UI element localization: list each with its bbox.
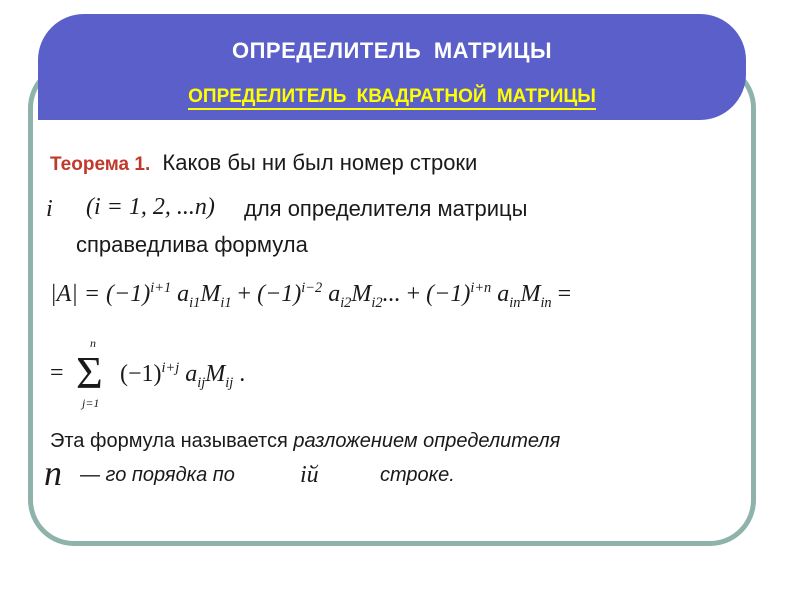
footer-italic: разложением определителя xyxy=(293,430,561,452)
sum-body-sign: (−1) xyxy=(120,361,162,387)
theorem-text-3: справедлива формула xyxy=(76,232,308,257)
theorem-text-2: для определителя матрицы xyxy=(244,196,528,221)
theorem-var-i: i xyxy=(46,196,53,222)
theorem-line-1 xyxy=(50,150,477,176)
slide-title: ОПРЕДЕЛИТЕЛЬ МАТРИЦЫ xyxy=(232,38,552,63)
footer-plain: Эта формула называется xyxy=(50,430,294,452)
theorem-text-1: Каков бы ни был номер строки xyxy=(162,150,478,175)
footer-ith-symbol: iй xyxy=(300,462,319,488)
footer-line-2a: — го порядка по xyxy=(80,464,235,486)
theorem-range: (i = 1, 2, ...n) xyxy=(86,194,215,220)
footer-n-symbol: n xyxy=(44,453,62,493)
formula-det-a: |A| = (−1) xyxy=(50,281,151,307)
footer-line-1 xyxy=(50,430,560,453)
expansion-formula-line-1: $|A| = (-1)^{i+1}$ $a_{i1}M_{i1} + (-1)^{i-2}$ $a_{i2}M_{i2}$... + $(-1)^{i+n}$ $a_{in}M_{in}$ = xyxy=(50,280,572,311)
slide-subtitle-text: ОПРЕДЕЛИТЕЛЬ КВАДРАТНОЙ МАТРИЦЫ xyxy=(188,86,596,110)
sum-equals: = xyxy=(50,360,64,386)
theorem-label: Теорема 1. xyxy=(50,154,151,175)
sigma-symbol: Σ xyxy=(76,347,103,398)
footer-line-2b: строке. xyxy=(380,464,455,486)
sum-lower-limit: j=1 xyxy=(82,396,100,410)
slide-subtitle xyxy=(38,86,746,108)
sum-upper-limit: n xyxy=(90,336,96,350)
sum-body: $(-1)^{i+j}$ $a_{ij}M_{ij}$ . xyxy=(120,360,246,391)
